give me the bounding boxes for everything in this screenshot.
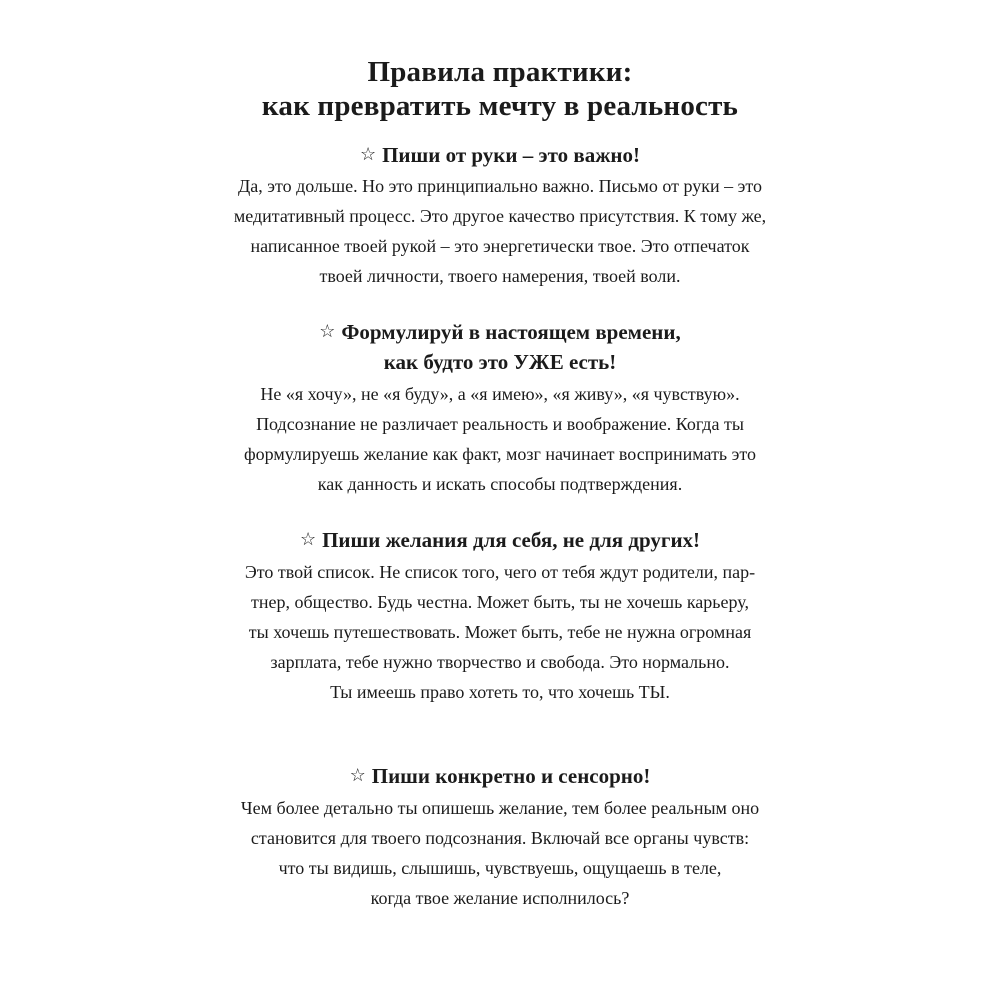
star-outline-icon: ☆ — [359, 144, 377, 164]
rule-4-body-line: когда твое желание исполнилось? — [370, 888, 630, 908]
page-title-line-1: Правила практики: — [367, 56, 633, 88]
rule-1-body-line: написанное твоей рукой – это энергетически твое. Это отпечаток — [250, 236, 750, 256]
rule-4-body-line: Чем более детально ты опишешь желание, тем более реальным оно — [240, 798, 760, 818]
rule-3-body-line: Ты имеешь право хотеть то, что хочешь ТЫ. — [330, 682, 670, 702]
star-outline-icon: ☆ — [299, 529, 317, 549]
rule-2-body-line: Не «я хочу», не «я буду», а «я имею», «я живу», «я чувствую». — [260, 384, 740, 404]
rule-3-heading — [0, 528, 1000, 553]
rule-2-heading — [0, 320, 1000, 345]
rule-2-body-line: как данность и искать способы подтверждения. — [317, 474, 683, 494]
rule-1-heading — [0, 143, 1000, 168]
rule-1-body-line: Да, это дольше. Но это принципиально важно. Письмо от руки – это — [237, 176, 762, 196]
rule-3-body-line: тнер, общество. Будь честна. Может быть, ты не хочешь карьеру, — [251, 592, 749, 612]
rule-4-body-line: становится для твоего подсознания. Включай все органы чувств: — [250, 828, 750, 848]
star-outline-icon: ☆ — [349, 765, 366, 785]
rule-3-body-line: ты хочешь путешествовать. Может быть, тебе не нужна огромная — [248, 622, 752, 642]
rule-4-heading-text: Пиши конкретно и сенсорно! — [371, 764, 651, 788]
rule-2-heading-line-2: как будто это УЖЕ есть! — [383, 350, 617, 374]
rule-1-body-line: медитативный процесс. Это другое качество присутствия. К тому же, — [233, 206, 767, 226]
rule-4-body-line: что ты видишь, слышишь, чувствуешь, ощущаешь в теле, — [278, 858, 722, 878]
star-outline-icon: ☆ — [319, 321, 336, 341]
rule-2-heading-text: Формулируй в настоящем времени, — [341, 320, 681, 344]
rule-3-body-line: Это твой список. Не список того, чего от тебя ждут родители, пар- — [244, 562, 756, 582]
rule-3-body-line: зарплата, тебе нужно творчество и свобода. Это нормально. — [270, 652, 730, 672]
rule-4-heading — [0, 764, 1000, 789]
rule-2-body-line: Подсознание не различает реальность и воображение. Когда ты — [256, 414, 744, 434]
rule-1-body-line: твоей личности, твоего намерения, твоей воли. — [319, 266, 681, 286]
rule-3-heading-text: Пиши желания для себя, не для других! — [322, 528, 701, 552]
rule-2-body-line: формулируешь желание как факт, мозг начинает воспринимать это — [244, 444, 756, 464]
page-title-line-2: как превратить мечту в реальность — [261, 90, 739, 122]
rule-1-heading-text: Пиши от руки – это важно! — [382, 143, 641, 167]
